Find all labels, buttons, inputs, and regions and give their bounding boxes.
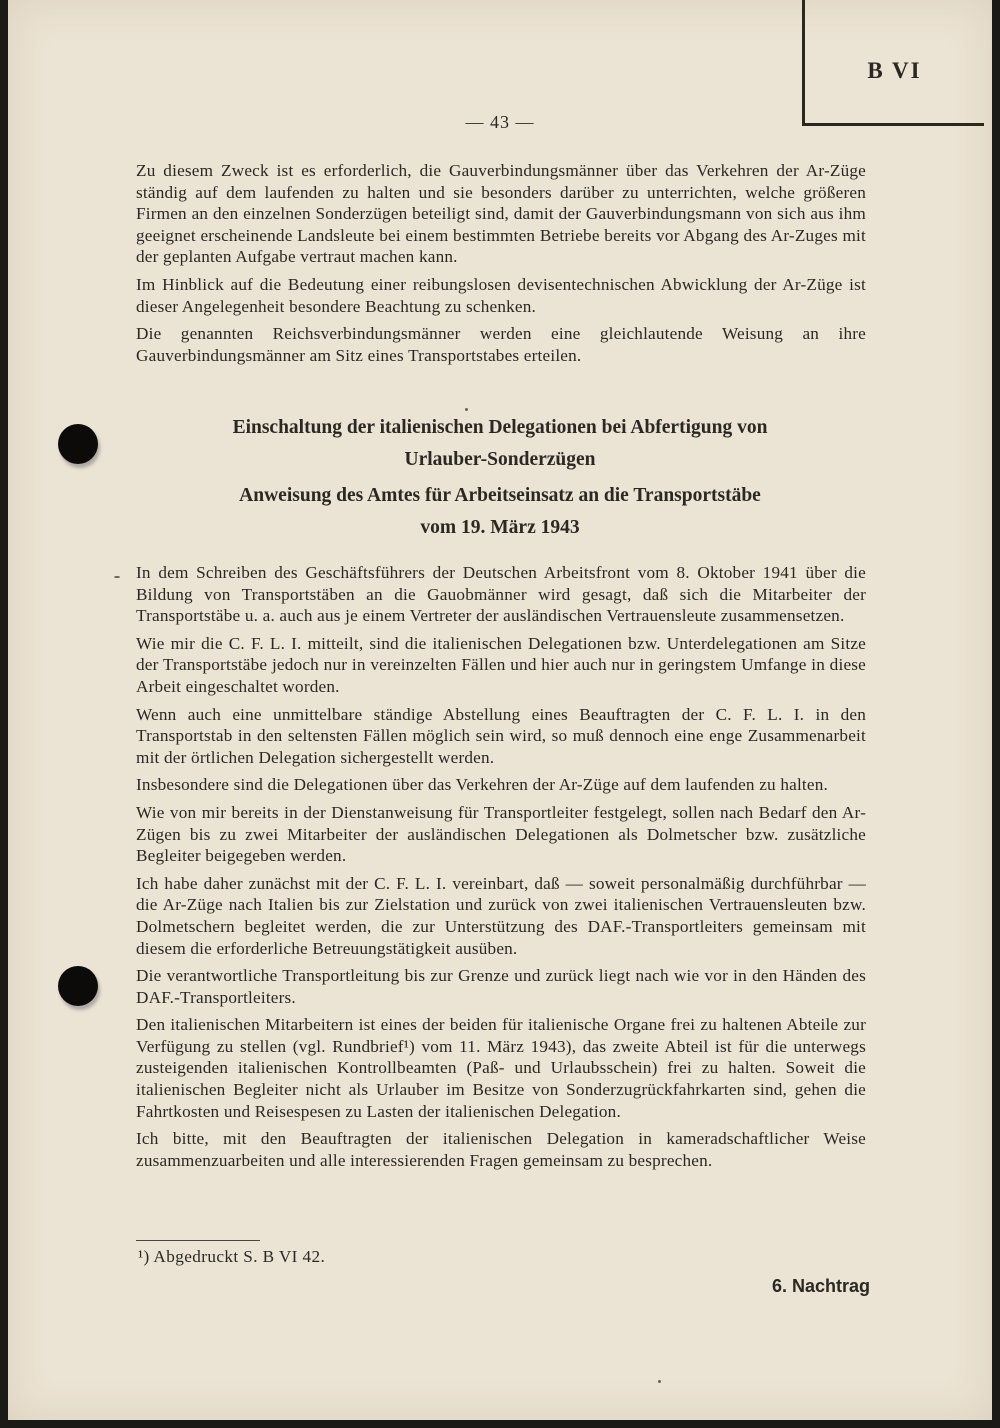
paragraph: Insbesondere sind die Delegationen über das Verkehren der Ar-Züge auf dem laufenden zu halten. — [136, 775, 829, 795]
main-text-block — [136, 562, 866, 1177]
heading-line: vom 19. März 1943 — [420, 517, 580, 538]
paragraph: Im Hinblick auf die Bedeutung einer reibungslosen devisentechnischen Abwicklung der Ar-Züge ist dieser Angelegenheit besondere Beachtung zu schenken. — [136, 274, 866, 316]
paragraph: In dem Schreiben des Geschäftsführers der Deutschen Arbeitsfront vom 8. Oktober 1941 über die Bildung von Transportstäben an die Gauobmänner wird gesagt, daß sich die Mitarbeiter der Transportstäbe u. a. auch aus je einem Vertreter der ausländischen Vertrauensleute zusammensetzen. — [136, 563, 866, 626]
heading-line: Einschaltung der italienischen Delegationen bei Abfertigung von — [232, 417, 768, 438]
section-label: B VI — [867, 58, 922, 83]
heading-line: Anweisung des Amtes für Arbeitseinsatz an die Transportstäbe — [239, 485, 761, 506]
paragraph: Die verantwortliche Transportleitung bis zur Grenze und zurück liegt nach wie vor in den Händen des DAF.-Transportleiters. — [136, 966, 866, 1007]
paragraph: Ich habe daher zunächst mit der C. F. L. I. vereinbart, daß — soweit personalmäßig durchführbar — die Ar-Züge nach Italien bis zur Zielstation und zurück von zwei italienischen Vertrauensleuten bzw. Dolmetschern begleitet werden, die zur Unterstützung des DAF.-Transportleiters gemeinsam mit diesem die erforderliche Betreuungstätigkeit ausüben. — [136, 873, 866, 958]
section-subheading — [90, 480, 910, 544]
paragraph: Den italienischen Mitarbeitern ist eines der beiden für italienische Organe frei zu haltenen Abteile zur Verfügung zu stellen (vgl. Rundbrief¹) vom 11. März 1943), das zweite Abteil ist für die unterwegs zusteigenden italienischen Kontrollbeamten (Paß- und Urlaubsschein) frei zu halten. Soweit die italienischen Begleiter nicht als Urlauber im Besitze von Sonderzugrückfahrkarten sind, gehen die Fahrtkosten und Reisespesen zu Lasten der italienischen Delegation. — [136, 1015, 866, 1121]
paper-speck — [658, 1380, 661, 1383]
section-heading — [90, 412, 910, 476]
paragraph: Zu diesem Zweck ist es erforderlich, die Gauverbindungsmänner über das Verkehren der Ar-Züge ständig auf dem laufenden zu halten und sie besonders darüber zu unterrichten, welche größeren Firmen an den einzelnen Sonderzügen beteiligt sind, damit der Gauverbindungsmann von sich aus ihm geeignet erscheinende Landsleute bei einem bestimmten Betriebe bereits vor Abgang des Ar-Zuges mit der geplanten Aufgabe vertraut machen kann. — [136, 161, 866, 267]
footnote-divider — [136, 1240, 260, 1241]
paragraph: Wie mir die C. F. L. I. mitteilt, sind die italienischen Delegationen bzw. Unterdelegationen am Sitze der Transportstäbe jedoch nur in vereinzelten Fällen und hier auch nur in geringstem Umfange in diese Arbeit eingeschaltet worden. — [136, 633, 866, 696]
page-number: — 43 — — [465, 112, 535, 132]
section-marker-box — [802, 0, 984, 126]
punch-hole-icon — [58, 966, 98, 1006]
paragraph: Ich bitte, mit den Beauftragten der italienischen Delegation in kameradschaftlicher Weise zusammenzuarbeiten und alle interessierenden Fragen gemeinsam zu besprechen. — [136, 1129, 866, 1170]
paragraph: Wenn auch eine unmittelbare ständige Abstellung eines Beauftragten der C. F. L. I. in den Transportstab in den seltensten Fällen möglich sein wird, so muß dennoch eine enge Zusammenarbeit mit der örtlichen Delegation sichergestellt werden. — [136, 704, 866, 767]
intro-text-block — [136, 160, 866, 372]
paragraph: Die genannten Reichsverbindungsmänner werden eine gleichlautende Weisung an ihre Gauverbindungsmänner am Sitz eines Transportstabes erteilen. — [136, 324, 866, 365]
paper-speck — [114, 576, 120, 578]
heading-line: Urlauber-Sonderzügen — [404, 449, 596, 470]
supplement-label: 6. Nachtrag — [771, 1276, 870, 1296]
footnote: ¹) Abgedruckt S. B VI 42. — [138, 1247, 326, 1266]
paper-speck — [465, 408, 468, 411]
paragraph: Wie von mir bereits in der Dienstanweisung für Transportleiter festgelegt, sollen nach Bedarf den Ar-Zügen bis zu zwei Mitarbeiter der ausländischen Delegationen als Dolmetscher bzw. zusätzliche Begleiter beigegeben werden. — [136, 802, 866, 866]
